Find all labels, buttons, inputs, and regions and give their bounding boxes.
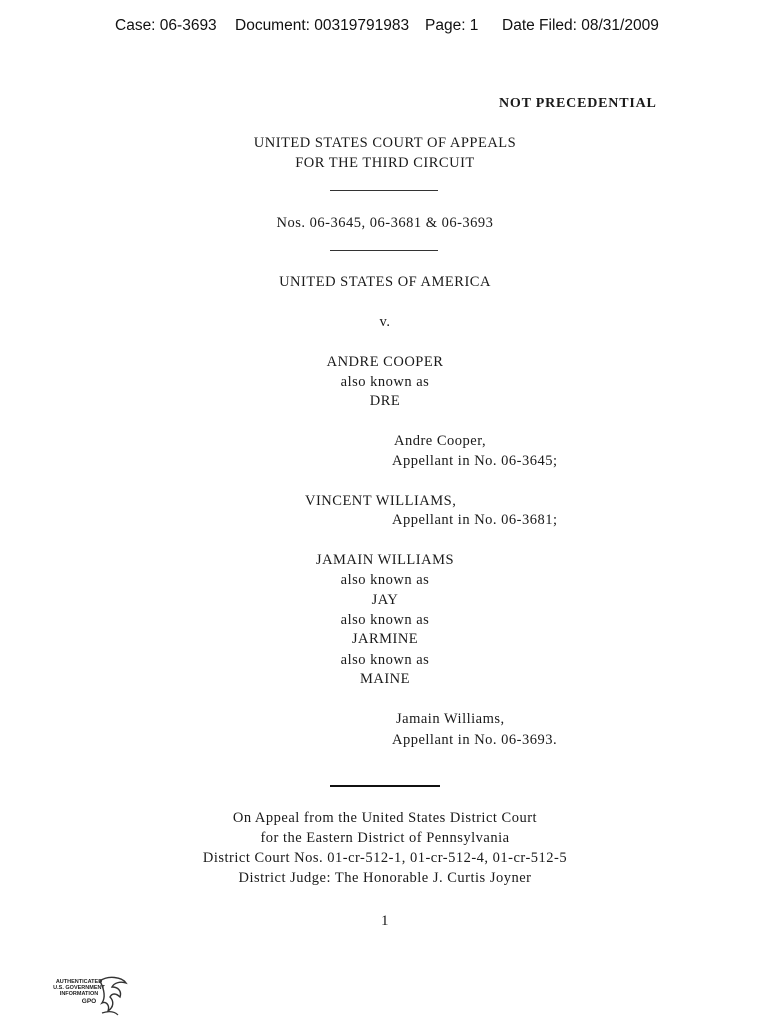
aka-label: also known as bbox=[340, 612, 430, 628]
page-number: 1 bbox=[381, 913, 389, 929]
defendant-3-alias-1: JAY bbox=[371, 592, 399, 608]
appeal-line-3: District Court Nos. 01-cr-512-1, 01-cr-512-4, 01-cr-512-5 bbox=[202, 850, 568, 866]
appeal-line-1: On Appeal from the United States District Court bbox=[232, 810, 538, 826]
appellant-3-name: Jamain Williams, bbox=[396, 711, 505, 727]
appeal-line-4: District Judge: The Honorable J. Curtis Joyner bbox=[238, 870, 532, 886]
defendant-3-alias-3: MAINE bbox=[359, 671, 411, 687]
plaintiff-name: UNITED STATES OF AMERICA bbox=[279, 274, 491, 290]
defendant-3-alias-2: JARMINE bbox=[351, 631, 419, 647]
court-line-1: UNITED STATES COURT OF APPEALS bbox=[253, 135, 517, 151]
appellant-1-number: Appellant in No. 06-3645; bbox=[392, 453, 558, 469]
header-date-filed: Date Filed: 08/31/2009 bbox=[502, 17, 659, 34]
appellant-1-name: Andre Cooper, bbox=[394, 433, 487, 449]
eagle-icon bbox=[96, 975, 128, 1017]
not-precedential-label: NOT PRECEDENTIAL bbox=[499, 96, 657, 111]
seal-line-1: AUTHENTICATED bbox=[55, 979, 103, 985]
header-case: Case: 06-3693 bbox=[115, 17, 217, 34]
defendant-2-name: VINCENT WILLIAMS, bbox=[305, 493, 457, 509]
header-page: Page: 1 bbox=[425, 17, 479, 34]
appellant-2-number: Appellant in No. 06-3681; bbox=[392, 512, 558, 528]
aka-label: also known as bbox=[340, 572, 430, 588]
seal-line-3: INFORMATION bbox=[59, 991, 99, 997]
court-line-2: FOR THE THIRD CIRCUIT bbox=[295, 155, 475, 171]
docket-numbers: Nos. 06-3645, 06-3681 & 06-3693 bbox=[276, 215, 494, 231]
seal-line-2: U.S. GOVERNMENT bbox=[53, 985, 105, 991]
defendant-1-alias: DRE bbox=[369, 393, 401, 409]
defendant-3-name: JAMAIN WILLIAMS bbox=[315, 552, 455, 568]
divider-line bbox=[330, 190, 438, 191]
versus-label: v. bbox=[379, 314, 391, 330]
seal-line-4: GPO bbox=[81, 998, 97, 1005]
defendant-1-name: ANDRE COOPER bbox=[326, 354, 444, 370]
gpo-authentication-seal bbox=[44, 975, 128, 1017]
aka-label: also known as bbox=[340, 374, 430, 390]
appellant-3-number: Appellant in No. 06-3693. bbox=[392, 732, 558, 748]
aka-label: also known as bbox=[340, 652, 430, 668]
section-divider bbox=[330, 785, 440, 787]
header-document: Document: 00319791983 bbox=[235, 17, 410, 34]
divider-line bbox=[330, 250, 438, 251]
appeal-line-2: for the Eastern District of Pennsylvania bbox=[260, 830, 510, 846]
